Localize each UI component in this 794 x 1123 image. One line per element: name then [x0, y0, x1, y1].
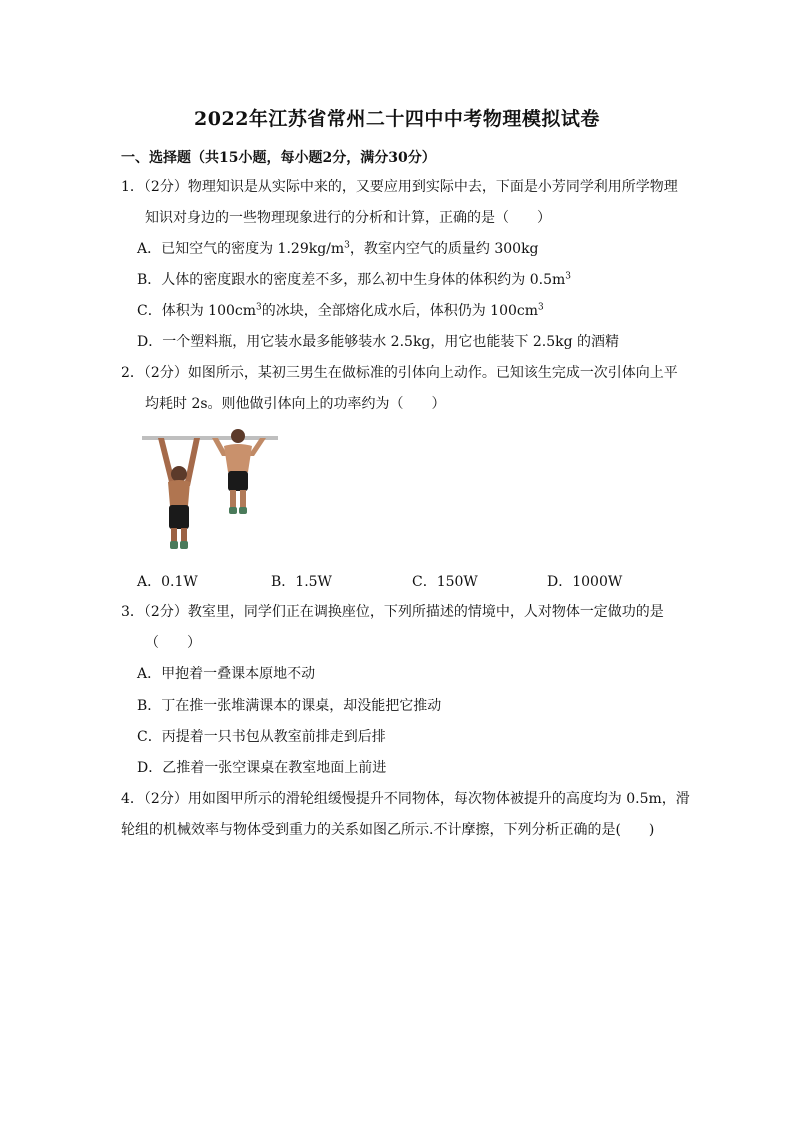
question-3-option-b: B．丁在推一张堆满课本的课桌，却没能把它推动: [137, 698, 442, 714]
question-3-option-a: A．甲抱着一叠课本原地不动: [137, 666, 316, 682]
exam-title: 2022年江苏省常州二十四中中考物理模拟试卷: [194, 108, 600, 130]
question-2-option-b: B．1.5W: [271, 574, 332, 590]
question-1-line-1: 1．（2分）物理知识是从实际中来的，又要应用到实际中去，下面是小芳同学利用所学物理: [121, 179, 678, 195]
question-3-line-1: 3．（2分）教室里，同学们正在调换座位，下列所描述的情境中，人对物体一定做功的是: [121, 604, 664, 620]
question-4-line-2: 轮组的机械效率与物体受到重力的关系如图乙所示.不计摩擦，下列分析正确的是( ): [121, 822, 655, 838]
question-2-line-1: 2．（2分）如图所示，某初三男生在做标准的引体向上动作。已知该生完成一次引体向上平: [121, 365, 678, 381]
question-1-option-c: C．体积为 $100cm^3$的冰块，全部熔化成水后，体积仍为 $100cm^3$: [137, 302, 544, 319]
question-3-option-c: C．丙提着一只书包从教室前排走到后排: [137, 729, 386, 745]
question-3-line-2: （ ）: [145, 635, 201, 651]
pull-up-figure: [142, 426, 278, 554]
question-1-option-b: B．人体的密度跟水的密度差不多，那么初中生身体的体积约为 $0.5m^3$: [137, 271, 572, 288]
question-4-line-1: 4．（2分）用如图甲所示的滑轮组缓慢提升不同物体，每次物体被提升的高度均为 0.5m，滑: [121, 791, 690, 807]
man-pulled-up-view: [212, 429, 266, 514]
question-2-option-d: D．1000W: [547, 574, 623, 590]
section-heading: 一、选择题（共15小题，每小题2分，满分30分）: [121, 150, 436, 166]
question-2-line-2: 均耗时 2s。则他做引体向上的功率约为（ ）: [145, 396, 446, 412]
question-2-option-c: C．150W: [412, 574, 478, 590]
question-1-line-2: 知识对身边的一些物理现象进行的分析和计算，正确的是（ ）: [145, 210, 551, 226]
question-1-option-a: A．已知空气的密度为 $1.29kg/m^3$，教室内空气的质量约 300kg: [137, 240, 539, 257]
question-1-option-d: D．一个塑料瓶，用它装水最多能够装水 2.5kg，用它也能装下 2.5kg 的酒精: [137, 334, 619, 350]
man-hanging-back-view: [158, 438, 200, 549]
question-3-option-d: D．乙推着一张空课桌在教室地面上前进: [137, 760, 387, 776]
question-2-option-a: A．0.1W: [137, 574, 198, 590]
